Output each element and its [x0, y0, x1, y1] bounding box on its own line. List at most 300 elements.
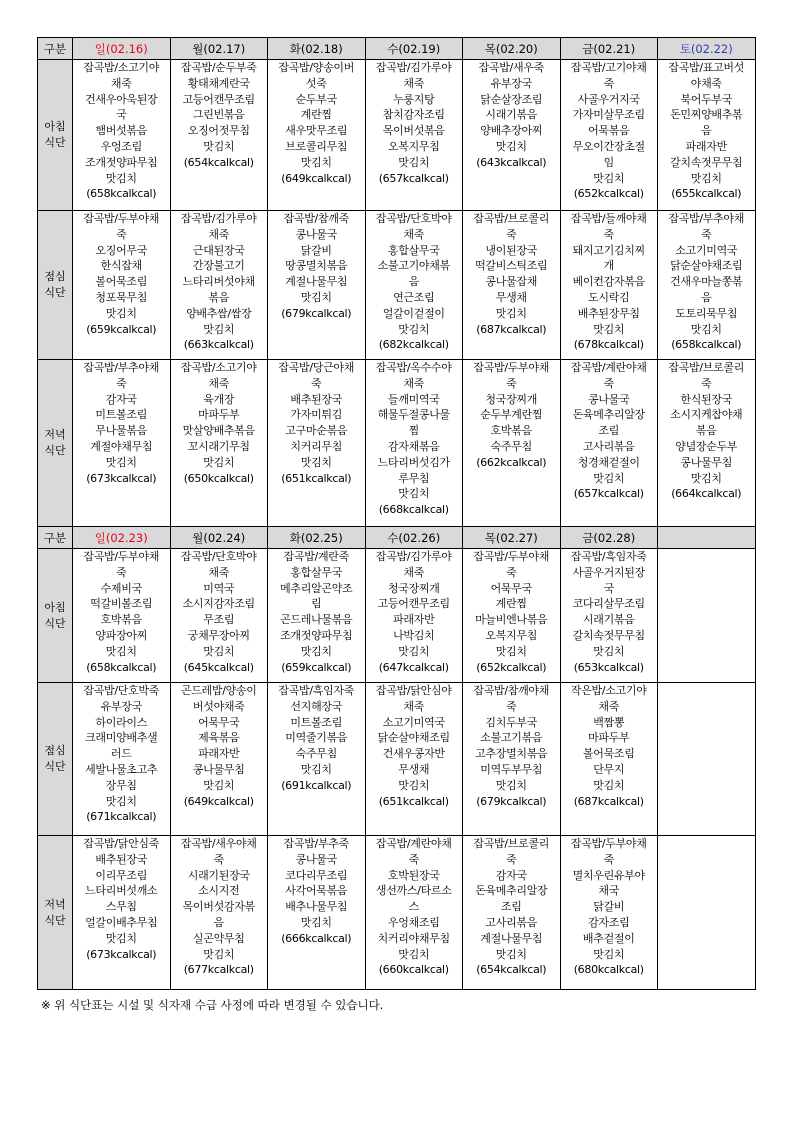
menu-line: 잡곡밥/두부야채 [83, 212, 160, 225]
menu-line: 볼어묵조림 [95, 275, 148, 289]
meal-plan-body [38, 38, 756, 990]
menu-cell [658, 360, 756, 527]
menu-line: 시래기볶음 [485, 108, 538, 122]
menu-line: 고사리볶음 [582, 439, 635, 453]
menu-line: 우엉채조림 [387, 915, 440, 929]
menu-line: (677kcalkcal) [183, 963, 254, 977]
menu-line: 스 [408, 900, 419, 914]
menu-cell [463, 60, 561, 211]
menu-line: 고사리볶음 [485, 915, 538, 929]
menu-cell [365, 360, 463, 527]
menu-line: 맛김치 [495, 947, 527, 961]
menu-line: 루무침 [398, 471, 430, 485]
menu-line: 국 [603, 581, 614, 595]
menu-line: (666kcalkcal) [281, 931, 352, 945]
menu-line: 잡곡밥/닭안심죽 [83, 837, 160, 850]
menu-line: 잡곡밥/계란야채 [570, 361, 647, 374]
menu-line: 잡곡밥/계란야채 [375, 837, 452, 850]
menu-line: (673kcalkcal) [86, 947, 157, 961]
menu-line: 임 [603, 155, 614, 169]
dinner-row [38, 360, 756, 527]
menu-line: 잡곡밥/두부야채 [473, 550, 550, 563]
menu-line: (652kcalkcal) [476, 660, 547, 674]
menu-line: 호박볶음 [490, 424, 532, 438]
day-header: 금(02.28) [560, 527, 658, 549]
menu-line: 장무침 [105, 778, 137, 792]
menu-line: 소고기미역국 [675, 243, 738, 257]
meal-label-line: 아침 [44, 600, 66, 614]
menu-line: 채죽 [208, 376, 230, 390]
menu-line: 떡갈비스틱조림 [475, 259, 548, 273]
menu-line: 무생채 [398, 762, 430, 776]
menu-line: 소시지케찹야채 [670, 408, 743, 422]
menu-line: 맛김치 [593, 947, 625, 961]
menu-line: 계란찜 [495, 597, 527, 611]
menu-line: (657kcalkcal) [573, 487, 644, 501]
menu-cell [73, 836, 171, 990]
dinner-label [38, 360, 73, 527]
menu-line: (679kcalkcal) [476, 794, 547, 808]
menu-line: 잡곡밥/브로콜리 [668, 361, 745, 374]
menu-line: 돈육메추리알장 [572, 408, 645, 422]
menu-line: 마늘비엔나볶음 [475, 613, 548, 627]
day-header [658, 527, 756, 549]
menu-line: 들깨미역국 [387, 392, 440, 406]
menu-line: 베이컨감자볶음 [572, 275, 645, 289]
menu-line: 사골우거지된장 [572, 565, 645, 579]
menu-line: 잡곡밥/단호박죽 [83, 684, 160, 697]
menu-line: 채죽 [403, 227, 425, 241]
menu-line: 배추겉절이 [582, 931, 635, 945]
menu-cell [560, 211, 658, 360]
menu-cell [73, 60, 171, 211]
menu-line: 참치감자조림 [382, 108, 445, 122]
meal-plan-table [37, 37, 756, 990]
menu-line: 죽 [116, 565, 127, 579]
menu-line: 순두부국 [295, 92, 337, 106]
menu-line: 오징어젓무침 [187, 124, 250, 138]
menu-line: 개 [603, 259, 614, 273]
dinner-label [38, 836, 73, 990]
menu-cell [463, 683, 561, 836]
menu-line: 계절나물무침 [285, 275, 348, 289]
breakfast-row [38, 60, 756, 211]
menu-line: 채죽 [403, 699, 425, 713]
menu-line: 채죽 [403, 565, 425, 579]
menu-line: 죽 [701, 227, 712, 241]
menu-cell [365, 549, 463, 683]
menu-line: 소불고기야채볶 [377, 259, 450, 273]
menu-line: 죽 [506, 227, 517, 241]
week-header-row [38, 527, 756, 549]
menu-line: 실곤약무침 [192, 931, 245, 945]
menu-line: 맛김치 [203, 644, 235, 658]
menu-line: (647kcalkcal) [378, 660, 449, 674]
menu-line: 무오이간장초절 [572, 139, 645, 153]
menu-line: 계절나물무침 [480, 931, 543, 945]
menu-line: 김치두부국 [485, 715, 538, 729]
menu-line: 채죽 [208, 227, 230, 241]
menu-line: 돈민찌양배추볶 [670, 108, 743, 122]
menu-line: 치커리야채무침 [377, 931, 450, 945]
menu-line: 죽 [506, 376, 517, 390]
menu-cell [560, 683, 658, 836]
menu-line: 양파장아찌 [95, 628, 148, 642]
menu-line: 잡곡밥/두부야채 [473, 361, 550, 374]
menu-line: 맛김치 [398, 644, 430, 658]
menu-line: 건새우콩자반 [382, 747, 445, 761]
menu-line: 죽 [506, 699, 517, 713]
menu-line: 한식잡채 [100, 259, 142, 273]
menu-line: (649kcalkcal) [281, 171, 352, 185]
menu-line: 맛김치 [495, 778, 527, 792]
menu-line: 죽 [603, 376, 614, 390]
menu-line: 맛김치 [398, 778, 430, 792]
menu-line: 사각어묵볶음 [285, 884, 348, 898]
menu-line: 맛김치 [105, 455, 137, 469]
day-header: 토(02.22) [658, 38, 756, 60]
breakfast-row [38, 549, 756, 683]
menu-line: 어묵볶음 [588, 124, 630, 138]
menu-cell [658, 549, 756, 683]
day-header: 일(02.23) [73, 527, 171, 549]
menu-line: 고등어캔무조림 [377, 597, 450, 611]
menu-line: 잡곡밥/부추죽 [283, 837, 349, 850]
menu-line: 야채죽 [690, 76, 722, 90]
menu-line: 감자국 [105, 392, 137, 406]
menu-cell [170, 549, 268, 683]
menu-line: 선지해장국 [290, 699, 343, 713]
menu-line: 볼어묵조림 [582, 747, 635, 761]
day-header: 일(02.16) [73, 38, 171, 60]
day-header: 수(02.19) [365, 38, 463, 60]
menu-line: 잡곡밥/순두부죽 [180, 61, 257, 74]
menu-line: (664kcalkcal) [671, 487, 742, 501]
menu-line: 맛김치 [300, 762, 332, 776]
menu-line: 맛김치 [300, 644, 332, 658]
menu-line: 파래자반 [393, 613, 435, 627]
menu-line: 잡곡밥/김가루야 [375, 61, 452, 74]
menu-line: 어묵무국 [490, 581, 532, 595]
menu-line: 잡곡밥/흑임자죽 [570, 550, 647, 563]
menu-line: 맛김치 [690, 322, 722, 336]
menu-line: 맛김치 [495, 306, 527, 320]
meal-label-line: 식단 [44, 136, 66, 149]
menu-line: 잡곡밥/김가루야 [375, 550, 452, 563]
menu-line: 조림 [500, 900, 522, 914]
menu-line: 버섯야채죽 [192, 699, 245, 713]
menu-line: 파래자반 [198, 747, 240, 761]
menu-line: 잡곡밥/옥수수야 [375, 361, 452, 374]
menu-line: (655kcalkcal) [671, 187, 742, 201]
menu-line: (671kcalkcal) [86, 810, 157, 824]
menu-line: 한식된장국 [680, 392, 733, 406]
menu-line: 찜 [408, 424, 419, 438]
menu-line: 작은밥/소고기야 [570, 684, 647, 697]
day-header: 목(02.27) [463, 527, 561, 549]
menu-line: 맛김치 [300, 155, 332, 169]
menu-line: 닭갈비 [593, 900, 625, 914]
menu-line: (651kcalkcal) [378, 794, 449, 808]
menu-line: 미트볼조림 [290, 715, 343, 729]
dinner-row [38, 836, 756, 990]
menu-line: 하이라이스 [95, 715, 148, 729]
menu-line: 도시락김 [588, 290, 630, 304]
menu-line: 배추된장국 [290, 392, 343, 406]
menu-line: 러드 [110, 747, 132, 761]
menu-line: 조개젓양파무침 [280, 628, 353, 642]
menu-line: 음 [701, 290, 712, 304]
menu-line: 미트볼조림 [95, 408, 148, 422]
menu-line: 맛김치 [105, 306, 137, 320]
menu-line: 고등어캔무조림 [182, 92, 255, 106]
menu-line: 콩나물무침 [192, 762, 245, 776]
menu-line: 잡곡밥/새우야채 [180, 837, 257, 850]
menu-line: 누룽지탕 [393, 92, 435, 106]
day-header: 화(02.18) [268, 38, 366, 60]
menu-cell [73, 549, 171, 683]
menu-line: 가자미튀김 [290, 408, 343, 422]
menu-line: 백짬뽕 [593, 715, 625, 729]
menu-line: 시래기볶음 [582, 613, 635, 627]
menu-line: (659kcalkcal) [86, 322, 157, 336]
lunch-row [38, 683, 756, 836]
menu-line: 채죽 [598, 699, 620, 713]
menu-line: 잡곡밥/브로콜리 [473, 837, 550, 850]
menu-cell [170, 211, 268, 360]
menu-line: 죽 [603, 227, 614, 241]
menu-cell [658, 211, 756, 360]
menu-line: (680kcalkcal) [573, 963, 644, 977]
menu-line: 황태채계란국 [187, 76, 250, 90]
menu-line: 햄버섯볶음 [95, 124, 148, 138]
menu-line: 채국 [598, 884, 620, 898]
menu-line: 목이버섯감자볶 [182, 900, 255, 914]
menu-line: 얼갈이겉절이 [382, 306, 445, 320]
menu-line: 오복지무침 [387, 139, 440, 153]
menu-line: 맛김치 [398, 487, 430, 501]
menu-line: 연근조림 [393, 290, 435, 304]
breakfast-label [38, 60, 73, 211]
lunch-label [38, 211, 73, 360]
menu-line: 크래미양배추샐 [85, 731, 158, 745]
menu-line: 맛김치 [300, 290, 332, 304]
menu-line: 미역줄기볶음 [285, 731, 348, 745]
menu-line: 잡곡밥/흑임자죽 [278, 684, 355, 697]
menu-line: 잡곡밥/단호박야 [375, 212, 452, 225]
menu-line: (668kcalkcal) [378, 503, 449, 517]
meal-label-line: 식단 [44, 616, 66, 630]
menu-cell [365, 836, 463, 990]
menu-line: 계절야채무침 [90, 439, 153, 453]
menu-line: 갈치속젓무무침 [670, 155, 743, 169]
menu-line: (654kcalkcal) [183, 155, 254, 169]
menu-line: 곤드레밥/양송이 [180, 684, 257, 697]
menu-line: 청국장찌개 [485, 392, 538, 406]
meal-label-line: 점심 [44, 744, 66, 757]
menu-line: 음 [701, 124, 712, 138]
menu-line: 가자미살무조림 [572, 108, 645, 122]
menu-cell [170, 360, 268, 527]
menu-line: (691kcalkcal) [281, 778, 352, 792]
menu-cell [463, 549, 561, 683]
menu-cell [365, 211, 463, 360]
day-header: 월(02.24) [170, 527, 268, 549]
menu-line: 목이버섯볶음 [382, 124, 445, 138]
menu-line: 잡곡밥/브로콜리 [473, 212, 550, 225]
menu-line: 잡곡밥/부추야채 [83, 361, 160, 374]
day-header: 목(02.20) [463, 38, 561, 60]
menu-line: (651kcalkcal) [281, 471, 352, 485]
menu-line: (657kcalkcal) [378, 171, 449, 185]
menu-line: 고구마순볶음 [285, 424, 348, 438]
menu-cell [463, 360, 561, 527]
menu-line: 감자국 [495, 868, 527, 882]
meal-label-line: 아침 [44, 120, 66, 133]
menu-line: 제육볶음 [198, 731, 240, 745]
menu-line: 육개장 [203, 392, 235, 406]
menu-line: 콩나물국 [295, 227, 337, 241]
meal-label-line: 저녁 [44, 897, 66, 911]
menu-line: 죽 [603, 852, 614, 866]
menu-line: 느타리버섯야채 [182, 275, 255, 289]
menu-line: (658kcalkcal) [671, 338, 742, 352]
menu-line: 맛김치 [105, 171, 137, 185]
menu-line: (658kcalkcal) [86, 187, 157, 201]
menu-line: (650kcalkcal) [183, 471, 254, 485]
menu-line: 맛김치 [593, 171, 625, 185]
meal-label-line: 점심 [44, 270, 66, 283]
menu-line: 곤드레나물볶음 [280, 613, 353, 627]
menu-line: 잡곡밥/소고기야 [83, 61, 160, 74]
meal-label-line: 식단 [44, 760, 66, 773]
menu-line: 음 [408, 275, 419, 289]
menu-line: (645kcalkcal) [183, 660, 254, 674]
menu-line: (687kcalkcal) [476, 322, 547, 336]
menu-line: 맛김치 [105, 644, 137, 658]
menu-cell [268, 836, 366, 990]
menu-line: 청국장찌개 [387, 581, 440, 595]
menu-line: 느타리버섯김가 [377, 455, 450, 469]
menu-line: 잡곡밥/참깨야채 [473, 684, 550, 697]
meal-label-line: 식단 [44, 286, 66, 299]
menu-line: 고추장멸치볶음 [475, 747, 548, 761]
menu-line: 잡곡밥/계란죽 [283, 550, 349, 563]
menu-line: 잡곡밥/부추야채 [668, 212, 745, 225]
menu-line: (652kcalkcal) [573, 187, 644, 201]
menu-line: 소시지전 [198, 884, 240, 898]
week-header-row [38, 38, 756, 60]
menu-line: 숙주무침 [295, 747, 337, 761]
menu-line: 맛살양배추볶음 [182, 424, 255, 438]
menu-line: 조개젓양파무침 [85, 155, 158, 169]
menu-cell [268, 549, 366, 683]
menu-line: 잡곡밥/고기야채 [570, 61, 647, 74]
menu-line: 홍합살무국 [387, 243, 440, 257]
meal-label-line: 식단 [44, 913, 66, 927]
menu-line: 꼬시래기무침 [187, 439, 250, 453]
menu-line: 볶음 [208, 290, 230, 304]
day-header: 월(02.17) [170, 38, 268, 60]
menu-line: 무나물볶음 [95, 424, 148, 438]
menu-cell [658, 60, 756, 211]
menu-cell [73, 683, 171, 836]
menu-line: 돼지고기김치찌 [572, 243, 645, 257]
menu-line: 맛김치 [203, 139, 235, 153]
day-header: 금(02.21) [560, 38, 658, 60]
menu-line: 무생채 [495, 290, 527, 304]
menu-line: 메추리알곤약조 [280, 581, 353, 595]
menu-line: (654kcalkcal) [476, 963, 547, 977]
menu-line: 사골우거지국 [577, 92, 640, 106]
menu-line: 느타리버섯깨소 [85, 884, 158, 898]
meal-label-line: 식단 [44, 444, 66, 457]
menu-line: 맛김치 [398, 322, 430, 336]
menu-line: 양배추쌈/쌈장 [186, 306, 252, 320]
menu-line: 호박볶음 [100, 613, 142, 627]
menu-line: 맛김치 [398, 947, 430, 961]
menu-line: 코다리살무조림 [572, 597, 645, 611]
menu-line: 채죽 [110, 76, 132, 90]
menu-line: 홍합살무국 [290, 565, 343, 579]
menu-line: 잡곡밥/두부야채 [570, 837, 647, 850]
footnote: ※ 위 식단표는 시설 및 식자재 수급 사정에 따라 변경될 수 있습니다. [41, 998, 384, 1012]
menu-line: 소고기미역국 [382, 715, 445, 729]
menu-line: (663kcalkcal) [183, 338, 254, 352]
menu-line: 섯죽 [305, 76, 327, 90]
menu-line: 잡곡밥/새우죽 [478, 61, 544, 74]
menu-line: 양념장순두부 [675, 439, 738, 453]
menu-cell [658, 683, 756, 836]
menu-line: 무조림 [203, 613, 235, 627]
menu-cell [560, 549, 658, 683]
breakfast-label [38, 549, 73, 683]
menu-cell [560, 360, 658, 527]
menu-line: 돈육메추리알장 [475, 884, 548, 898]
menu-line: (659kcalkcal) [281, 660, 352, 674]
menu-line: 얼갈이배추무침 [85, 915, 158, 929]
menu-line: 볶음 [695, 424, 717, 438]
menu-line: 스무침 [105, 900, 137, 914]
menu-line: 그린빈볶음 [192, 108, 245, 122]
menu-line: 어묵무국 [198, 715, 240, 729]
menu-line: 양배추장아찌 [480, 124, 543, 138]
menu-line: 맛김치 [203, 778, 235, 792]
menu-line: (660kcalkcal) [378, 963, 449, 977]
menu-line: 맛김치 [593, 644, 625, 658]
menu-line: 계란찜 [300, 108, 332, 122]
header-label: 구분 [38, 527, 73, 549]
menu-line: 조림 [598, 424, 620, 438]
menu-line: 오징어무국 [95, 243, 148, 257]
menu-line: 맛김치 [105, 794, 137, 808]
day-header: 화(02.25) [268, 527, 366, 549]
menu-line: 도토리묵무침 [675, 306, 738, 320]
menu-cell [560, 836, 658, 990]
menu-line: 콩나물국 [295, 852, 337, 866]
menu-line: 해물두절콩나물 [377, 408, 450, 422]
menu-line: 콩나물잡채 [485, 275, 538, 289]
menu-cell [268, 360, 366, 527]
menu-line: 맛김치 [593, 778, 625, 792]
menu-line: 파래자반 [685, 139, 727, 153]
menu-line: 갈치속젓무무침 [572, 628, 645, 642]
lunch-row [38, 211, 756, 360]
menu-line: 멸치우린유부야 [572, 868, 645, 882]
menu-line: 닭순살야채조림 [670, 259, 743, 273]
menu-line: (643kcalkcal) [476, 155, 547, 169]
menu-line: 닭순살장조림 [480, 92, 543, 106]
